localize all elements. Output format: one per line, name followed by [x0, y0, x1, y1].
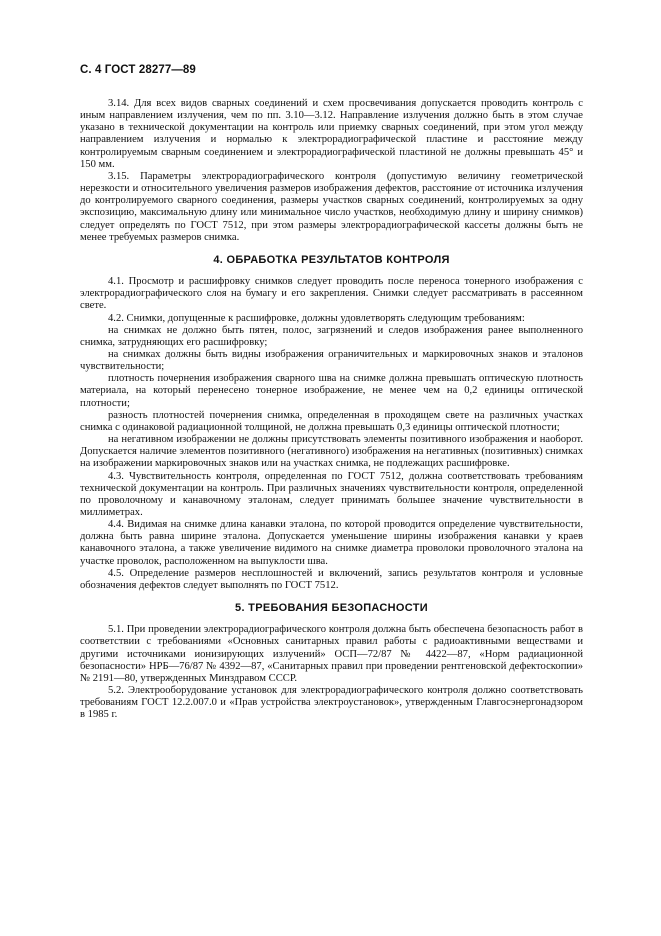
requirement-item: на снимках не должно быть пятен, полос, загрязнений и следов изображения ранее выполненного снимка, затрудняющих его расшифровку;: [80, 324, 583, 348]
section-5-title: 5. ТРЕБОВАНИЯ БЕЗОПАСНОСТИ: [235, 602, 428, 615]
requirement-item: на снимках должны быть видны изображения ограничительных и маркировочных знаков и эталонов чувствительности;: [80, 348, 583, 373]
paragraph-3-15: 3.15. Параметры электрорадиографического контроля (допустимую величину геометрической нерезкости и относительного увеличения размеров изображения дефектов, расстояние от источника излучения до контролируемого сварного соединения, размеры участков сварных соединений, контролируемых за одну экспозицию, максимальную длину или минимальное число участков, необходимую длину и ширину снимков) следует определять по ГОСТ 7512, при этом размеры электрорадиографической кассеты должны быть не менее требуемых размеров снимка.: [80, 170, 583, 243]
document-body: [80, 98, 583, 722]
requirement-item: плотность почернения изображения сварного шва на снимке должна превышать оптическую плотность материала, на который перенесено тонерное изображение, не менее чем на 0,2 единицы оптической плотности;: [80, 373, 583, 409]
paragraph-5-2: 5.2. Электрооборудование установок для электрорадиографического контроля должно соответствовать требованиям ГОСТ 12.2.007.0 и «Прав устройства электроустановок», утвержденным Главгосэнергонадзором в 1985 г.: [80, 685, 583, 721]
paragraph-4-3: 4.3. Чувствительность контроля, определенная по ГОСТ 7512, должна соответствовать требованиям технической документации на контроль. При различных значениях чувствительности контроля, определенной по проволочному и канавочному эталонам, следует принимать большее значение чувствительности в миллиметрах.: [80, 470, 583, 518]
paragraph-4-2: 4.2. Снимки, допущенные к расшифровке, должны удовлетворять следующим требованиям:: [108, 312, 525, 324]
paragraph-4-1: 4.1. Просмотр и расшифровку снимков следует проводить после переноса тонерного изображения с электрорадиографического слоя на бумагу и его закрепления. Снимки следует рассматривать в рассеянном свете.: [80, 276, 583, 312]
requirement-item: разность плотностей почернения снимка, определенная в проходящем свете на различных участках снимка с одинаковой радиационной толщиной, не должна превышать 0,3 единицы оптической плотности;: [80, 409, 583, 433]
paragraph-3-14: 3.14. Для всех видов сварных соединений и схем просвечивания допускается проводить контроль с иным направлением излучения, чем по пп. 3.10—3.12. Направление излучения должно быть в этом случае указано в технической документации на контроль или приемку сварных соединений, при этом угол между направлением излучения и нормалью к электрорадиографической пластине и расстояние между контролируемым сварным соединением и электрорадиографической пластиной не должны превышать 45° и 150 мм.: [80, 98, 583, 170]
page-header: С. 4 ГОСТ 28277—89: [80, 64, 196, 76]
requirement-item: на негативном изображении не должны присутствовать элементы позитивного изображения и наоборот. Допускается наличие элементов позитивного (негативного) изображения на негативных (позитивных) снимках на изображении маркировочных знаков или на участках снимка, не подлежащих расшифровке.: [80, 434, 583, 470]
paragraph-5-1: 5.1. При проведении электрорадиографического контроля должна быть обеспечена безопасность работ в соответствии с требованиями «Основных санитарных правил работы с радиоактивными веществами и другими источниками ионизирующих излучений» ОСП—72/87 № 4422—87, «Норм радиационной безопасности» НРБ—76/87 № 4392—87, «Санитарных правил при проведении рентгеновской дефектоскопии» № 2191—80, утвержденных Минздравом СССР.: [80, 624, 583, 684]
section-4-title: 4. ОБРАБОТКА РЕЗУЛЬТАТОВ КОНТРОЛЯ: [213, 253, 450, 266]
paragraph-4-4: 4.4. Видимая на снимке длина канавки эталона, по которой проводится определение чувствительности, должна быть равна ширине эталона. Допускается уменьшение ширины изображения канавки у краев канавочного эталона, а также увеличение видимого на снимке диаметра проволоки проволочного эталона на участке проволок, расположенном на выпуклости шва.: [80, 519, 583, 567]
paragraph-4-5: 4.5. Определение размеров несплошностей и включений, запись результатов контроля и условные обозначения дефектов следует выполнять по ГОСТ 7512.: [80, 567, 583, 591]
